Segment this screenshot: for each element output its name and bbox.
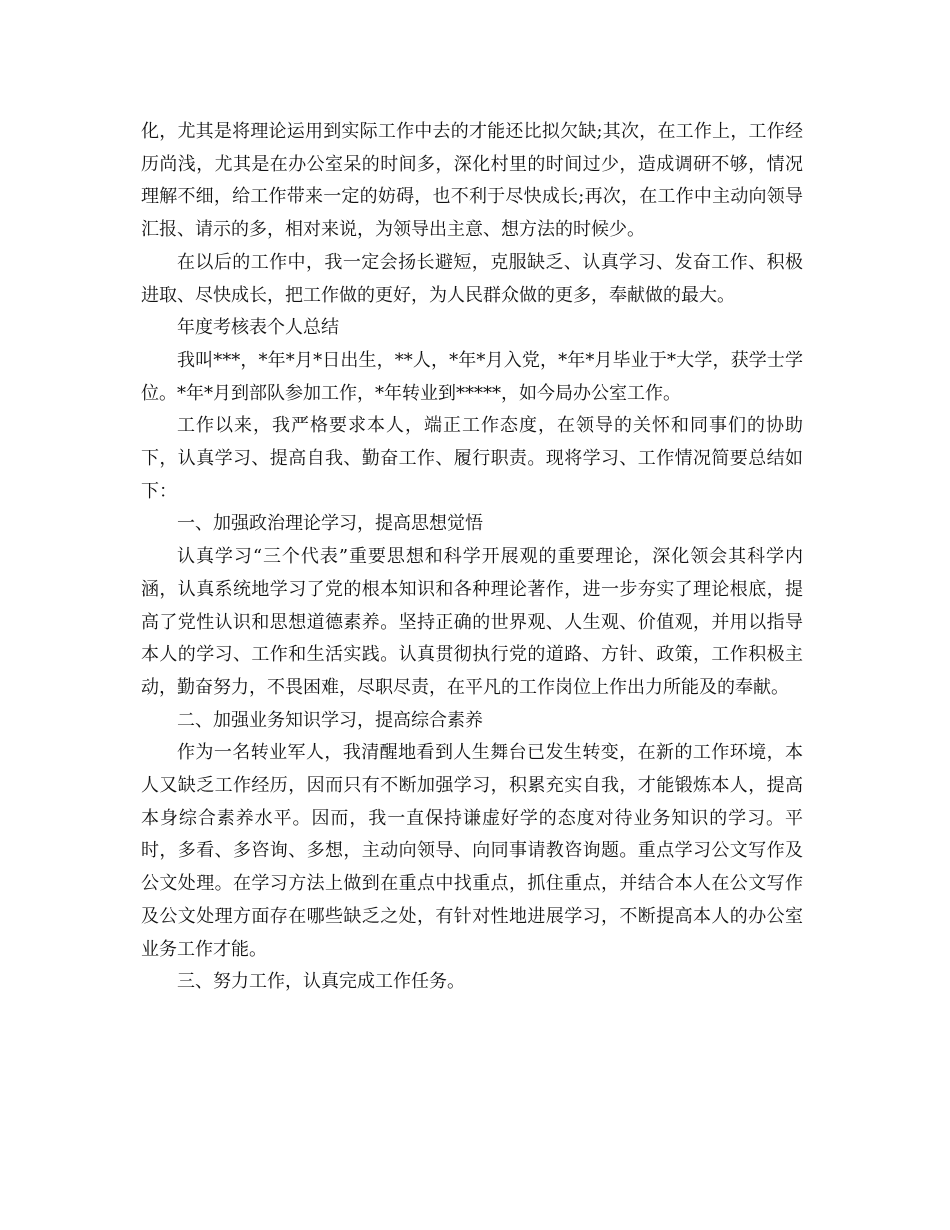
heading-work-tasks: 三、努力工作，认真完成工作任务。: [177, 971, 465, 993]
heading-political-study: 一、加强政治理论学习，提高思想觉悟: [177, 513, 483, 535]
paragraph-improvement-plan: 在以后的工作中，我一定会扬长避短，克服缺乏、认真学习、发奋工作、积极进取、尽快成长，把工作做的更好，为人民群众做的更多，奉献做的最大。: [141, 251, 803, 306]
heading-business-study: 二、加强业务知识学习，提高综合素养: [177, 709, 483, 731]
document-body: [141, 116, 803, 999]
paragraph-business-study: 作为一名转业军人，我清醒地看到人生舞台已发生转变，在新的工作环境，本人又缺乏工作经历，因而只有不断加强学习，积累充实自我，才能锻炼本人，提高本身综合素养水平。因而，我一直保持谦虚好学的态度对待业务知识的学习。平时，多看、多咨询、多想，主动向领导、向同事请教咨询题。重点学习公文写作及公文处理。在学习方法上做到在重点中找重点，抓住重点，并结合本人在公文写作及公文处理方面存在哪些缺乏之处，有针对性地进展学习，不断提高本人的办公室业务工作才能。: [141, 742, 803, 960]
paragraph-work-overview: 工作以来，我严格要求本人，端正工作态度，在领导的关怀和同事们的协助下，认真学习、提高自我、勤奋工作、履行职责。现将学习、工作情况简要总结如下：: [141, 415, 803, 502]
section-title-annual-summary: 年度考核表个人总结: [177, 317, 339, 339]
paragraph-political-study: 认真学习“三个代表”重要思想和科学开展观的重要理论，深化领会其科学内涵，认真系统地学习了党的根本知识和各种理论著作，进一步夯实了理论根底，提高了党性认识和思想道德素养。坚持正确的世界观、人生观、价值观，并用以指导本人的学习、工作和生活实践。认真贯彻执行党的道路、方针、政策，工作积极主动，勤奋努力，不畏困难，尽职尽责，在平凡的工作岗位上作出力所能及的奉献。: [141, 546, 803, 698]
paragraph-continuation: 化，尤其是将理论运用到实际工作中去的才能还比拟欠缺;其次，在工作上，工作经历尚浅，尤其是在办公室呆的时间多，深化村里的时间过少，造成调研不够，情况理解不细，给工作带来一定的妨碍，也不利于尽快成长;再次，在工作中主动向领导汇报、请示的多，相对来说，为领导出主意、想方法的时候少。: [141, 121, 803, 241]
paragraph-personal-info: 我叫***，*年*月*日出生，**人，*年*月入党，*年*月毕业于*大学，获学士学位。*年*月到部队参加工作，*年转业到*****，如今局办公室工作。: [141, 349, 803, 404]
